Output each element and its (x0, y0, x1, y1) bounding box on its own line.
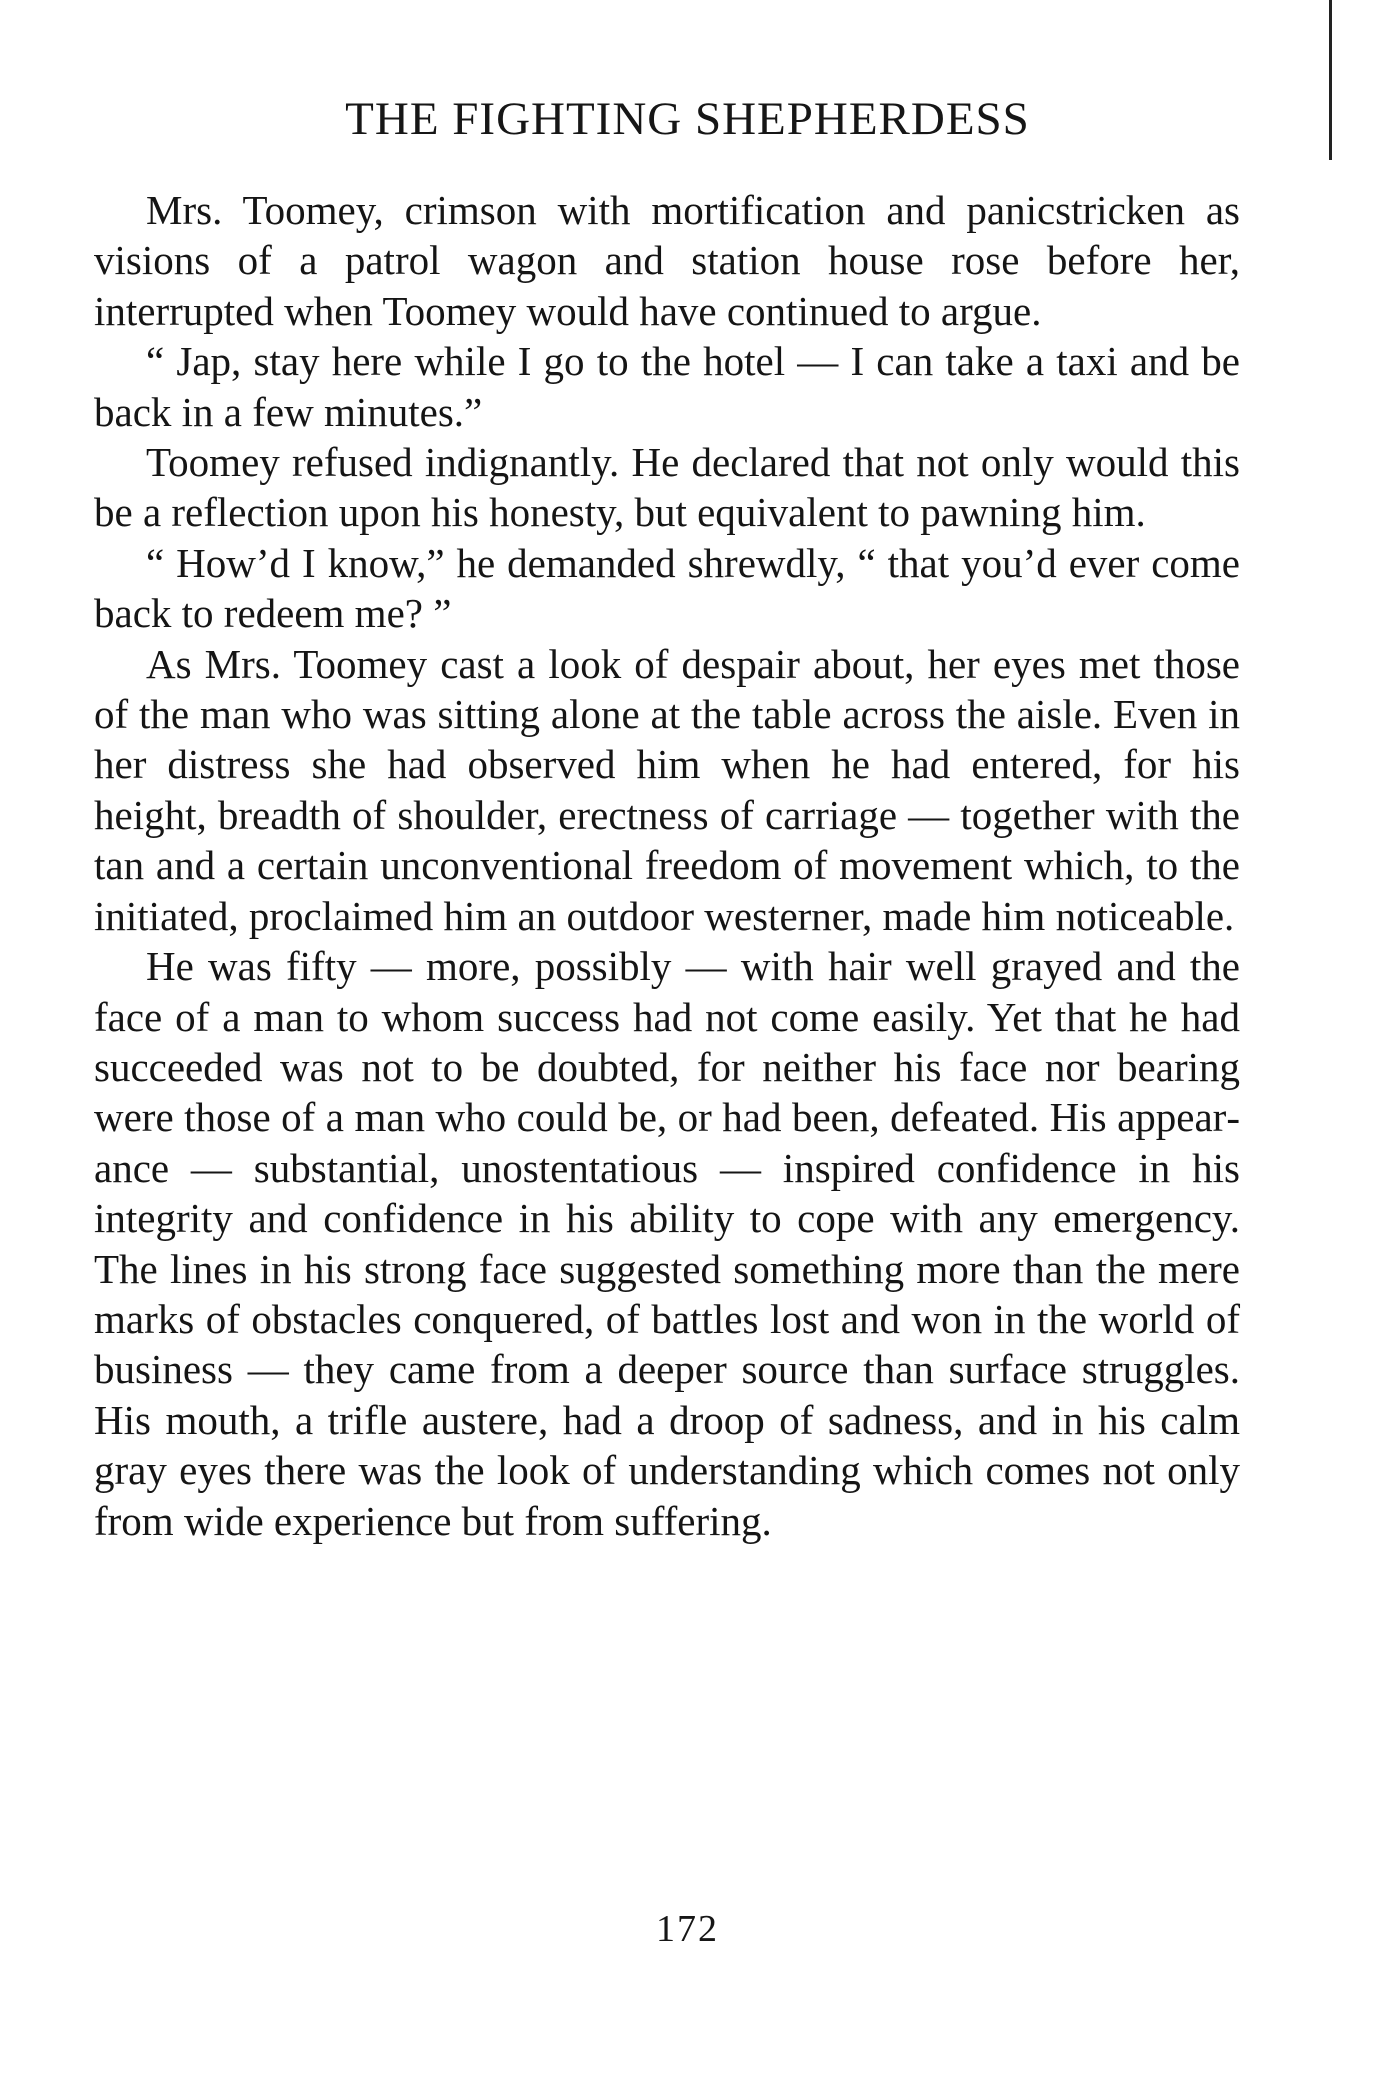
paragraph: He was fifty — more, possibly — with hair well grayed and the face of a man to whom success had not come easily. Yet that he had succeeded was not to be doubted, for neither his face nor bearing were those of a man who could be, or had been, defeated. His appearance — substantial, unostentatious — inspired confidence in his integrity and confidence in his ability to cope with any emergency. The lines in his strong face suggested something more than the mere marks of obstacles conquered, of battles lost and won in the world of business — they came from a deeper source than surface struggles. His mouth, a trifle austere, had a droop of sadness, and in his calm gray eyes there was the look of understanding which comes not only from wide experience but from suffering. (94, 943, 1240, 1544)
running-title: THE FIGHTING SHEPHERDESS (345, 93, 1030, 145)
body-text (94, 185, 1240, 1546)
paragraph: Toomey refused indignantly. He declared that not only would this be a reflection upon his honesty, but equivalent to pawning him. (94, 439, 1240, 536)
paragraph: “ Jap, stay here while I go to the hotel — I can take a taxi and be back in a few minutes.” (94, 338, 1240, 435)
page-number: 172 (656, 1908, 719, 1950)
paragraph: Mrs. Toomey, crimson with mortification and panicstricken as visions of a patrol wagon and station house rose before her, interrupted when Toomey would have continued to argue. (94, 187, 1240, 334)
paragraph: As Mrs. Toomey cast a look of despair about, her eyes met those of the man who was sitting alone at the table across the aisle. Even in her distress she had observed him when he had entered, for his height, breadth of shoulder, erectness of carriage — together with the tan and a certain unconventional freedom of movement which, to the initiated, proclaimed him an outdoor westerner, made him noticeable. (94, 640, 1240, 939)
paragraph: “ How’d I know,” he demanded shrewdly, “ that you’d ever come back to redeem me? ” (94, 539, 1240, 637)
